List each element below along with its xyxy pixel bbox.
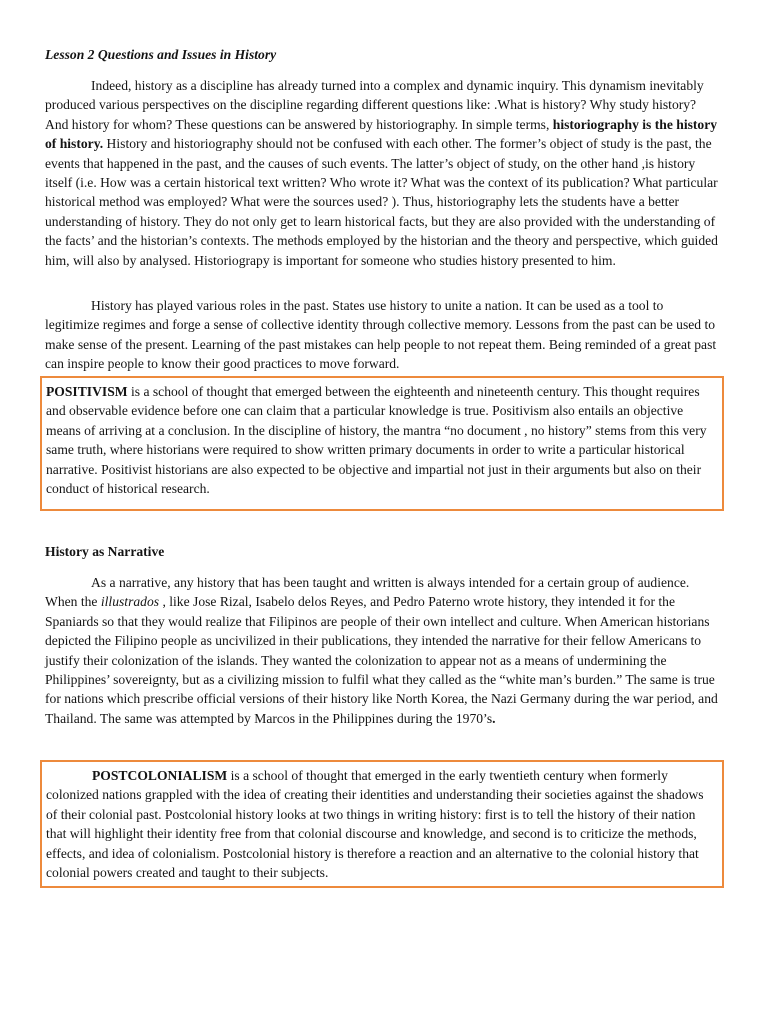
positivism-paragraph xyxy=(46,382,718,498)
narrative-end-period: . xyxy=(492,710,496,726)
narrative-italic-term: illustrados xyxy=(100,594,160,610)
postcolonialism-paragraph xyxy=(46,766,718,882)
positivism-box xyxy=(40,376,724,511)
narrative-text-1: As a narrative, any history that has been taught and written is always intended for a certain group of audience. When the xyxy=(45,575,690,610)
positivism-text: is a school of thought that emerged between the eighteenth and nineteenth century. This thought requires and observable evidence before one can claim that a particular knowledge is true. Positivism also entails an objective means of arriving at a conclusion. In the discipline of history, the mantra “no document , no history” stems from this very same truth, where historians were required to show written primary documents in order to write a particular historical narrative. Positivist historians are also expected to be objective and impartial not just in their arguments but also on their conduct of historical research. xyxy=(46,384,707,497)
intro-bold-definition: historiography is the history of history. xyxy=(45,116,718,152)
narrative-heading: History as Narrative xyxy=(45,544,165,559)
postcolonialism-box xyxy=(40,760,724,888)
positivism-term: POSITIVISM xyxy=(46,384,128,399)
intro-paragraph xyxy=(45,76,721,270)
postcolonialism-text: is a school of thought that emerged in the early twentieth century when formerly colonized nations grappled with the idea of creating their identities and understanding their societies against the shadows of their colonial past. Postcolonial history looks at two things in writing history: first is to tell the history of their nation that will highlight their identity free from that colonial discourse and knowledge, and second is to criticize the methods, effects, and idea of colonialism. Postcolonial history is therefore a reaction and an alternative to the colonial history that colonial powers created and taught to their subjects. xyxy=(46,768,704,881)
lesson-title: Lesson 2 Questions and Issues in History xyxy=(45,47,277,62)
intro-text-2: History and historiography should not be confused with each other. The former’s object of study is the past, the events that happened in the past, and the causes of such events. The latter’s object of study, on the other hand ,is history itself (i.e. How was a certain historical text written? Who wrote it? What was the context of its publication? What particular historical method was employed? What were the sources used? ). Thus, historiography lets the students have a better understanding of history. They do not only get to learn historical facts, but they are also provided with the understanding of the facts’ and the historian’s contexts. The methods employed by the historian and the theory and perspective, which guided him, will also by analysed. Historiograpy is important for someone who studies history presented to him. xyxy=(45,136,718,268)
narrative-paragraph xyxy=(45,573,721,728)
roles-paragraph: History has played various roles in the past. States use history to unite a nation. It can be used as a tool to legitimize regimes and forge a sense of collective identity through collective memory. Lessons from the past can be used to make sense of the present. Learning of the past mistakes can help people to not repeat them. Being reminded of a great past can inspire people to know their good practices to move forward. xyxy=(45,298,717,372)
narrative-text-2: , like Jose Rizal, Isabelo delos Reyes, and Pedro Paterno wrote history, they intended it for the Spaniards so that they would realize that Filipinos are people of their own intellect and culture. When American historians depicted the Filipino people as uncivilized in their publications, they intended the narrative for their fellow Americans to justify their colonization of the islands. They wanted the colonization to appear not as a means of undermining the Philippines’ sovereignty, but as a civilizing mission to fulfil what they called as the “white man’s burden.” The same is true for nations which prescribe official versions of their history like North Korea, the Nazi Germany during the war period, and Thailand. The same was attempted by Marcos in the Philippines during the 1970’s xyxy=(45,594,718,726)
intro-text-1: Indeed, history as a discipline has already turned into a complex and dynamic inquiry. This dynamism inevitably produced various perspectives on the discipline regarding different questions like: .What is history? Why study history? And history for whom? These questions can be answered by historiography. In simple terms, xyxy=(45,78,704,132)
postcolonialism-term: POSTCOLONIALISM xyxy=(92,768,228,783)
